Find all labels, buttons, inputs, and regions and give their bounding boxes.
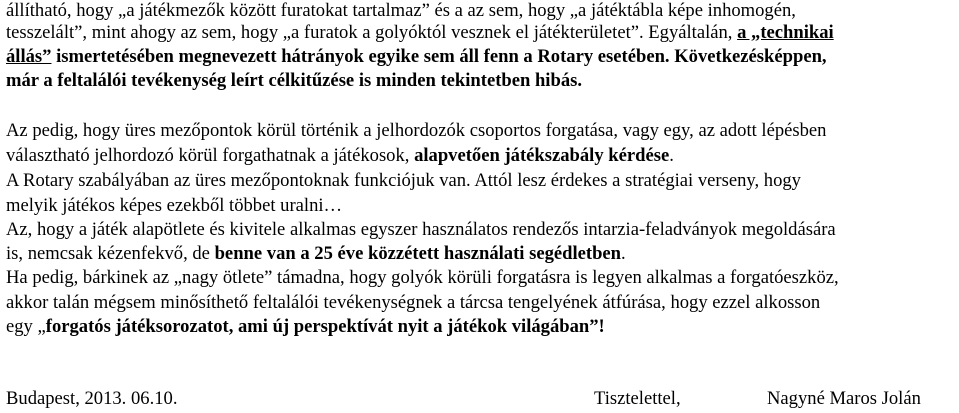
text-run: Az pedig, hogy üres mezőpontok körül történik a jelhordozók csoportos forgatása, vagy egy, az adott lépésben [6,120,827,141]
text-run: . [621,243,626,264]
text-run-bold-underlined: állás” [6,46,52,67]
text-run: választható jelhordozó körül forgathatnak a játékosok, [6,145,415,166]
text-line [6,316,605,338]
text-line [6,292,820,314]
text-run-bold-underlined: a „technikai [737,22,834,43]
text-run-bold: már a feltalálói tevékenység leírt célkitűzése is minden tekintetben hibás. [6,70,582,91]
text-line [6,170,801,192]
text-run-bold: ”! [589,316,605,337]
place-date: Budapest, 2013. 06.10. [6,388,178,409]
text-run: A Rotary szabályában az üres mezőpontoknak funkciójuk van. Attól lesz érdekes a stratégiai verseny, hogy [6,170,801,191]
text-run-bold: ismertetésében megnevezett hátrányok egyike sem áll fenn a Rotary esetében. Következésképpen, [51,46,827,67]
text-run: egy „ [6,316,46,337]
text-run: . [669,145,674,166]
text-line [6,46,827,68]
signer-name: Nagyné Maros Jolán [767,388,921,409]
text-line [6,120,826,142]
text-run: állítható, hogy „a játékmezők között furatokat tartalmaz” és a az sem, hogy „a játéktábla képe inhomogén, [6,0,796,21]
text-run-bold: benne van a 25 éve közzétett használati segédletben [214,243,622,264]
text-line [6,243,626,265]
text-line [6,0,796,22]
text-run: melyik játékos képes ezekből többet uralni… [6,195,343,216]
text-run-bold: forgatós játéksorozatot, ami új perspektívát nyit a játékok világában [45,316,590,337]
text-line [6,145,674,167]
text-run: tesszelált”, mint ahogy az sem, hogy „a furatok a golyóktól vesznek el játékterületet”. Egyáltalán, [6,22,738,43]
text-run-bold: alapvetően játékszabály kérdése [414,145,670,166]
greeting: Tisztelettel, [594,388,681,409]
text-line [6,267,839,289]
text-run: akkor talán mégsem minősíthető feltalálói tevékenységnek a tárcsa tengelyének átfúrása, hogy ezzel alkosson [6,292,821,313]
text-line [6,22,834,44]
text-line [6,219,836,241]
text-run: Ha pedig, bárkinek az „nagy ötlete” támadna, hogy golyók körüli forgatásra is legyen alkalmas a forgatóeszköz, [6,267,839,288]
text-run: Az, hogy a játék alapötlete és kivitele alkalmas egyszer használatos rendezős intarzia-feladványok megoldására [6,219,836,240]
text-line [6,195,342,217]
text-run: is, nemcsak kézenfekvő, de [6,243,215,264]
text-line [6,70,582,92]
